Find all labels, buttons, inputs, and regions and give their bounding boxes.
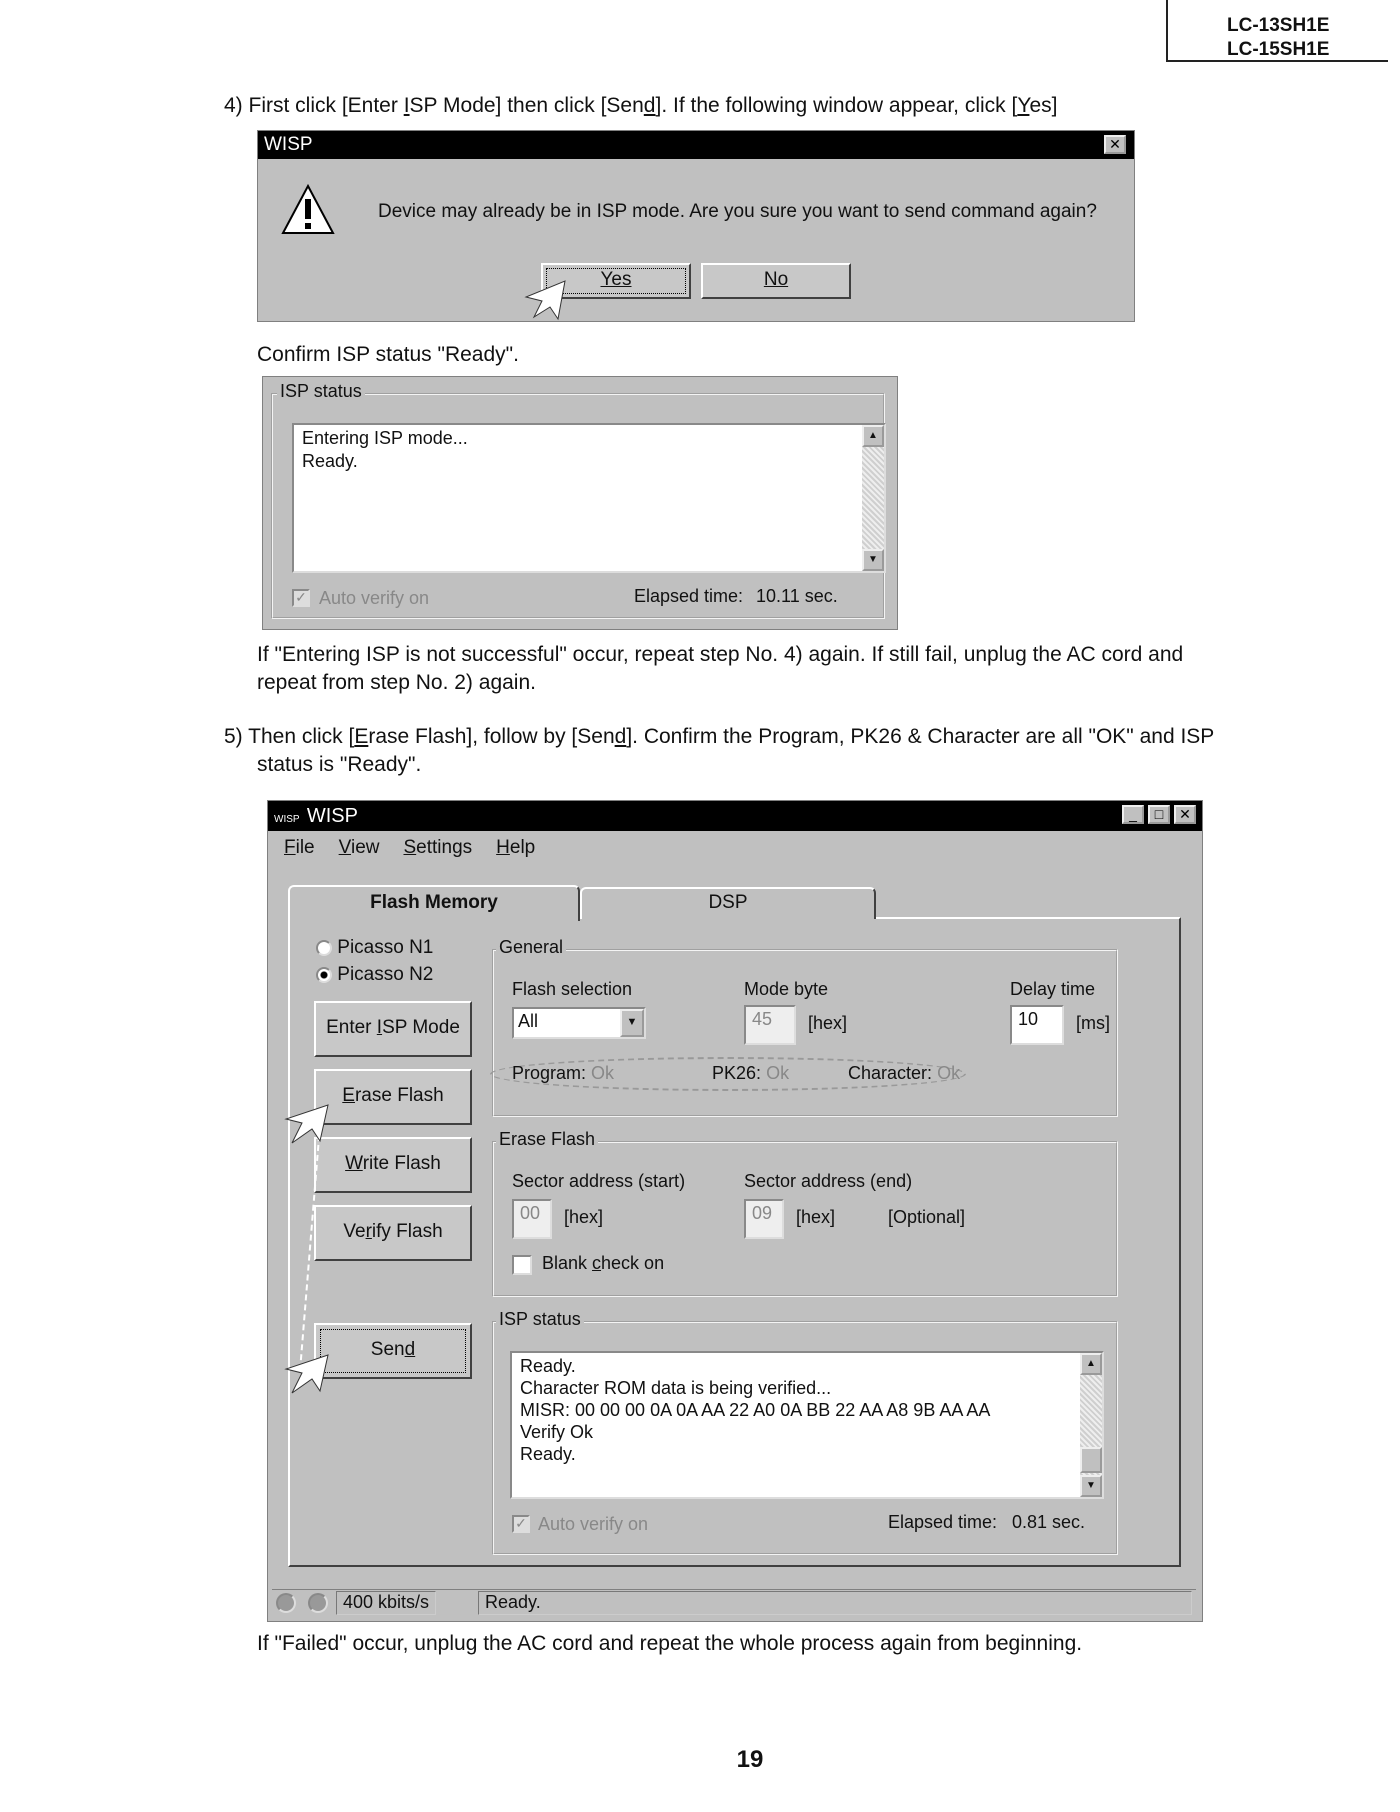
isp-status-label-1: ISP status	[277, 381, 365, 402]
confirm-isp-text: Confirm ISP status "Ready".	[257, 343, 519, 366]
model-box	[1166, 0, 1388, 62]
pointer-arrow-icon	[520, 279, 570, 321]
sector-start-input[interactable]: 00	[512, 1199, 552, 1239]
sector-start-label: Sector address (start)	[512, 1171, 686, 1191]
delay-time-label: Delay time	[1010, 979, 1096, 999]
isp-log-line: Ready.	[520, 1356, 576, 1376]
isp-log-scrollbar-1[interactable]	[862, 425, 884, 571]
wisp-app-icon: WISP	[274, 814, 300, 825]
isp-log-scrollbar[interactable]	[1080, 1353, 1102, 1497]
menu-bar	[284, 837, 535, 859]
delay-time-unit: [ms]	[1076, 1013, 1110, 1033]
verify-flash-button[interactable]: Verify Flash	[314, 1205, 472, 1261]
minimize-button[interactable]: _	[1122, 805, 1144, 824]
model-line-2: LC-15SH1E	[1227, 39, 1330, 60]
fail-note	[257, 641, 1183, 697]
dialog-close-button[interactable]: ✕	[1104, 135, 1126, 154]
elapsed-time-value-1: 10.11 sec.	[756, 586, 838, 606]
led-icon	[308, 1593, 328, 1613]
isp-log-line: Ready.	[302, 451, 358, 471]
page-number: 19	[736, 1746, 764, 1773]
warning-icon	[280, 183, 336, 237]
menu-settings[interactable]: Settings	[403, 837, 473, 858]
auto-verify-label-1: Auto verify on	[319, 588, 430, 608]
final-note: If "Failed" occur, unplug the AC cord and repeat the whole process again from beginning.	[257, 1632, 1083, 1655]
isp-status-label: ISP status	[496, 1309, 584, 1330]
dialog-no-button[interactable]: No	[701, 263, 851, 299]
step4-instruction: 4) First click [Enter ISP Mode] then click [Send]. If the following window appear, click [Yes]	[224, 94, 1058, 117]
elapsed-time-label: Elapsed time:	[888, 1512, 998, 1532]
status-bar	[272, 1589, 1196, 1616]
scroll-thumb[interactable]	[1080, 1447, 1102, 1473]
pointer-arrow-icon	[286, 1355, 328, 1393]
pointer-arrow-icon	[286, 1105, 328, 1143]
radio-picasso-n1[interactable]: Picasso N1	[316, 937, 433, 959]
auto-verify-label: Auto verify on	[538, 1514, 649, 1534]
isp-status-log-1[interactable]	[292, 423, 886, 573]
delay-time-input[interactable]: 10	[1010, 1005, 1064, 1045]
pk26-status: PK26: Ok	[712, 1063, 790, 1083]
step5-line-2: status is "Ready".	[257, 753, 422, 776]
wisp-window	[267, 800, 1203, 1622]
isp-log-line: Character ROM data is being verified...	[520, 1378, 832, 1398]
blank-check-checkbox[interactable]	[512, 1255, 532, 1275]
auto-verify-checkbox[interactable]: ✓	[512, 1515, 530, 1533]
flash-selection-label: Flash selection	[512, 979, 633, 999]
maximize-button[interactable]: □	[1148, 805, 1170, 824]
status-text: Ready.	[478, 1591, 1192, 1615]
erase-flash-button[interactable]: Erase Flash	[314, 1069, 472, 1125]
sector-start-unit: [hex]	[564, 1207, 604, 1227]
dialog-yes-button[interactable]: Yes	[541, 263, 691, 299]
erase-flash-label: Erase Flash	[496, 1129, 598, 1150]
dropdown-arrow-icon[interactable]: ▼	[620, 1009, 644, 1037]
status-speed: 400 kbits/s	[336, 1591, 436, 1615]
fail-note-line-1: If "Entering ISP is not successful" occur, repeat step No. 4) again. If still fail, unplug the AC cord and	[257, 643, 1184, 666]
send-button[interactable]: Send	[314, 1323, 472, 1379]
menu-help[interactable]: Help	[496, 837, 536, 858]
isp-log-line: Verify Ok	[520, 1422, 594, 1442]
scroll-up-icon[interactable]: ▲	[1080, 1353, 1102, 1375]
dialog-message: Device may already be in ISP mode. Are you sure you want to send command again?	[378, 201, 1097, 222]
isp-log-line: Ready.	[520, 1444, 576, 1464]
close-button[interactable]: ✕	[1174, 805, 1196, 824]
flash-selection-select[interactable]: All ▼	[512, 1007, 646, 1039]
step5-instruction: 5) Then click [Erase Flash], follow by [Send]. Confirm the Program, PK26 & Character are all "OK" and ISP status is "Ready".	[224, 723, 1214, 779]
auto-verify-checkbox-1[interactable]: ✓	[292, 589, 310, 607]
menu-view[interactable]: View	[338, 837, 380, 858]
mode-byte-input[interactable]: 45	[744, 1005, 796, 1045]
write-flash-button[interactable]: Write Flash	[314, 1137, 472, 1193]
mode-byte-label: Mode byte	[744, 979, 829, 999]
mode-byte-unit: [hex]	[808, 1013, 848, 1033]
elapsed-time-value: 0.81 sec.	[1012, 1512, 1086, 1532]
isp-log-line: MISR: 00 00 00 0A 0A AA 22 A0 0A BB 22 AA A8 9B AA AA	[520, 1400, 991, 1420]
sector-end-optional: [Optional]	[888, 1207, 966, 1227]
menu-file[interactable]: File	[284, 837, 315, 858]
program-status: Program: Ok	[512, 1063, 615, 1083]
wisp-titlebar	[268, 801, 1202, 831]
general-label: General	[496, 937, 566, 958]
scroll-down-icon[interactable]: ▼	[1080, 1475, 1102, 1497]
wisp-title: WISP	[306, 805, 358, 827]
enter-isp-mode-button[interactable]: Enter ISP Mode	[314, 1001, 472, 1057]
scroll-up-icon[interactable]: ▲	[862, 425, 884, 447]
tab-flash-memory[interactable]: Flash Memory	[288, 885, 580, 921]
tab-dsp[interactable]: DSP	[580, 887, 876, 919]
radio-circle-icon	[316, 940, 332, 956]
sector-end-input[interactable]: 09	[744, 1199, 784, 1239]
model-line-1: LC-13SH1E	[1227, 15, 1330, 36]
radio-picasso-n2[interactable]: Picasso N2	[316, 964, 433, 986]
radio-selected-icon	[316, 967, 332, 983]
confirm-dialog	[257, 130, 1135, 322]
sector-end-label: Sector address (end)	[744, 1171, 913, 1191]
elapsed-time-label-1: Elapsed time:	[634, 586, 744, 606]
fail-note-line-2: repeat from step No. 2) again.	[257, 671, 536, 694]
led-icon	[276, 1593, 296, 1613]
isp-status-panel-1	[262, 376, 898, 630]
dialog-titlebar	[258, 131, 1134, 159]
isp-log-line: Entering ISP mode...	[302, 428, 468, 448]
dialog-title: WISP	[264, 134, 313, 155]
character-status: Character: Ok	[848, 1063, 961, 1083]
guide-arrows	[282, 1101, 342, 1401]
sector-end-unit: [hex]	[796, 1207, 836, 1227]
blank-check-label: Blank check on	[542, 1253, 665, 1273]
scroll-down-icon[interactable]: ▼	[862, 549, 884, 571]
isp-status-log[interactable]	[510, 1351, 1104, 1499]
